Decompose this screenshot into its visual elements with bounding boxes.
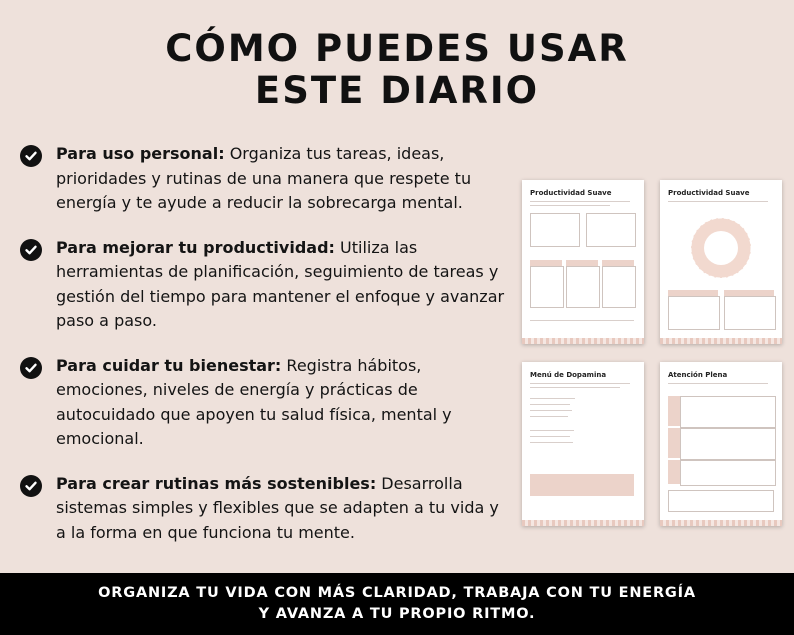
text-line [668,201,768,202]
decorative-band [660,520,782,526]
task-column [566,266,600,308]
preview-page-title: Atención Plena [668,371,728,379]
list-box [724,296,776,330]
row-box [680,396,776,428]
text-line [530,398,575,399]
list-item [20,236,510,334]
text-line [530,383,630,384]
decorative-band [660,338,782,344]
preview-page [522,180,644,344]
decorative-band [522,338,644,344]
text-line [530,320,634,321]
text-line [530,430,574,431]
energy-wheel-icon [689,216,753,280]
priority-box [530,213,580,247]
item-heading: Para cuidar tu bienestar: [56,355,282,375]
item-text: Registra hábitos, emociones, niveles de energía y prácticas de autocuidado que apoyen tu salud física, mental y emocional. [56,355,452,448]
decorative-band [522,520,644,526]
energy-box [586,213,636,247]
item-text: Organiza tus tareas, ideas, prioridades y rutinas de una manera que respete tu energía y te ayude a reducir la sobrecarga mental. [56,144,472,212]
footer-line-1: ORGANIZA TU VIDA CON MÁS CLARIDAD, TRABAJA CON TU ENERGÍA [98,585,696,601]
text-line [530,387,620,388]
item-heading: Para mejorar tu productividad: [56,237,335,257]
task-column [602,266,636,308]
check-circle-icon [20,357,42,379]
row-box [680,460,776,486]
preview-page [660,180,782,344]
footer-banner [0,573,794,635]
preview-page-title: Menú de Dopamina [530,371,607,379]
usage-list [20,142,510,565]
item-heading: Para crear rutinas más sostenibles: [56,473,377,493]
list-box [668,296,720,330]
preview-page [660,362,782,526]
row-label [668,460,680,484]
title-line-2: ESTE DIARIO [254,69,540,112]
planner-preview-pages [520,180,785,530]
text-line [530,442,573,443]
title-line-1: CÓMO PUEDES USAR [165,27,629,70]
text-line [530,416,568,417]
row-label [668,428,680,458]
notes-box [668,490,774,512]
list-item [20,142,510,216]
preview-page-title: Productividad Suave [530,189,612,197]
check-circle-icon [20,145,42,167]
item-heading: Para uso personal: [56,144,225,163]
check-circle-icon [20,475,42,497]
row-label [668,396,680,426]
preview-page [522,362,644,526]
preview-page-title: Productividad Suave [668,189,750,197]
highlight-box [530,474,634,496]
text-line [530,404,570,405]
text-line [668,383,768,384]
item-text: Desarrolla sistemas simples y flexibles que se adapten a tu vida y a la forma en que funciona tu mente. [56,473,499,542]
footer-line-2: Y AVANZA A TU PROPIO RITMO. [258,606,536,622]
text-line [530,410,572,411]
row-box [680,428,776,460]
text-line [530,205,610,206]
item-text: Utiliza las herramientas de planificación, seguimiento de tareas y gestión del tiempo para mantener el enfoque y avanzar paso a paso. [56,237,505,330]
list-item [20,472,510,546]
task-column [530,266,564,308]
list-item [20,354,510,452]
check-circle-icon [20,239,42,261]
page-title [0,28,794,112]
text-line [530,201,630,202]
text-line [530,436,570,437]
